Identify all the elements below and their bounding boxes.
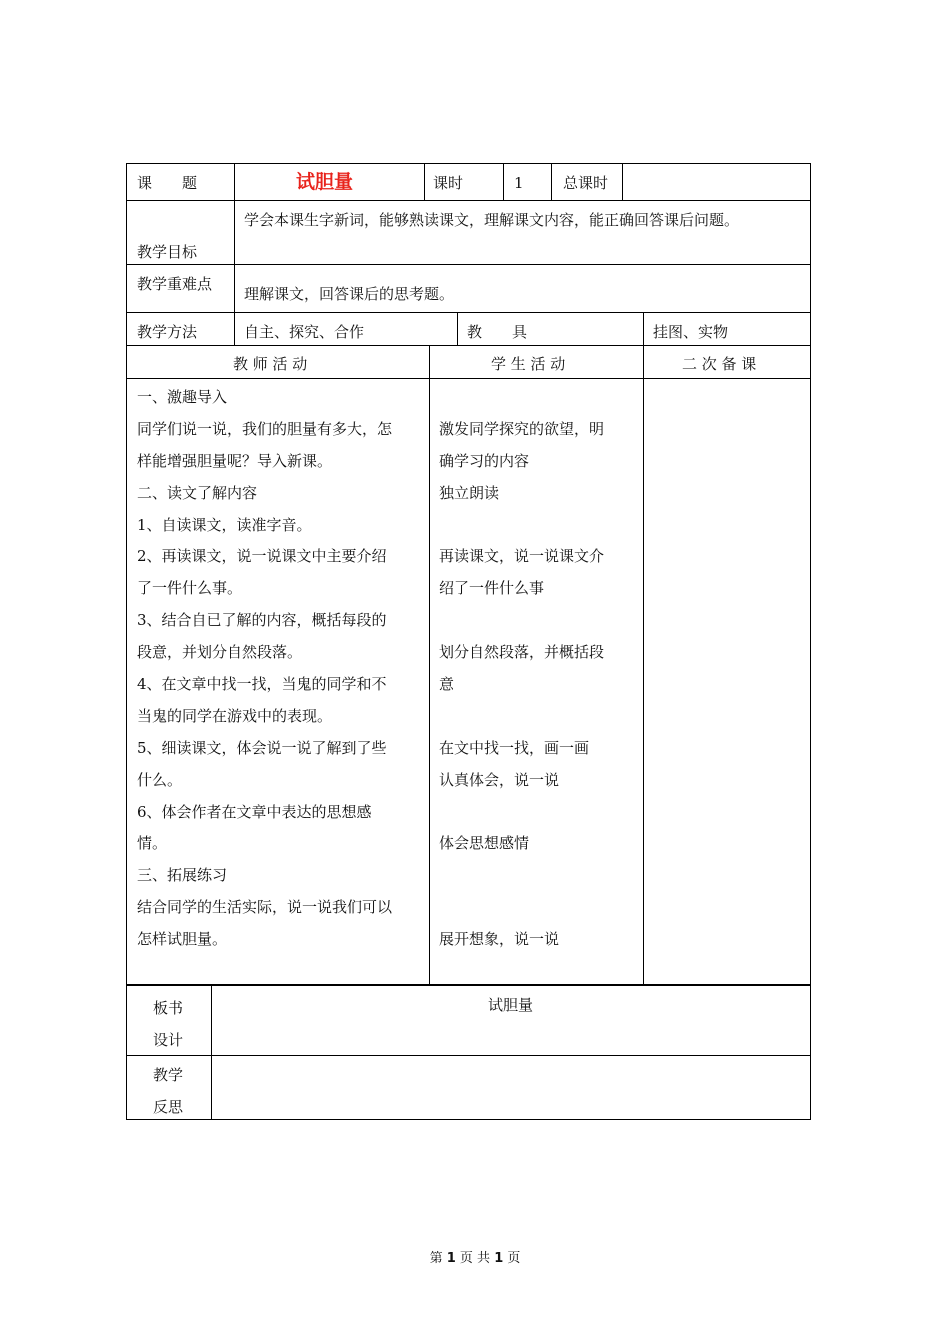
method-label: 教学方法 <box>137 323 198 341</box>
teacher-line: 1、自读课文，读准字音。 <box>137 515 312 534</box>
teacher-activity-header: 教 师 活 动 <box>233 355 308 373</box>
reflection-label-line2: 反思 <box>153 1098 184 1116</box>
divider <box>429 345 430 985</box>
teacher-line: 一、激趣导入 <box>137 388 228 406</box>
teacher-line: 4、在文章中找一找，当鬼的同学和不 <box>137 675 387 694</box>
divider <box>643 312 644 346</box>
divider <box>234 163 235 201</box>
tools-label: 教 具 <box>467 323 528 341</box>
board-label-line1: 板书 <box>153 999 184 1017</box>
student-line: 绍了一件什么事 <box>439 579 545 598</box>
reflection-label-line1: 教学 <box>153 1066 184 1084</box>
total-period-label: 总课时 <box>563 174 609 192</box>
divider <box>126 200 811 201</box>
board-reflection-table <box>126 985 811 1120</box>
divider <box>126 264 811 265</box>
student-line <box>439 797 604 829</box>
divider <box>457 312 458 346</box>
student-line <box>439 382 604 414</box>
student-line <box>439 605 604 637</box>
student-line <box>439 510 604 542</box>
teacher-line: 三、拓展练习 <box>137 866 228 885</box>
footer-text: 页 <box>503 1251 521 1266</box>
teacher-line: 结合同学的生活实际，说一说我们可以 <box>137 898 393 917</box>
period-value: 1 <box>514 174 524 192</box>
teacher-line: 段意，并划分自然段落。 <box>137 643 303 662</box>
divider <box>234 200 235 312</box>
board-label-line2: 设计 <box>153 1031 184 1049</box>
divider <box>551 163 552 201</box>
teacher-line: 怎样试胆量。 <box>137 930 228 949</box>
current-page-number: 1 <box>446 1251 456 1266</box>
topic-label: 课 题 <box>137 174 198 192</box>
student-line: 划分自然段落，并概括段 <box>439 643 605 662</box>
total-pages-number: 1 <box>494 1251 504 1266</box>
student-line: 在文中找一找，画一画 <box>439 738 590 757</box>
student-activity-column <box>439 382 604 956</box>
second-prep-header: 二 次 备 课 <box>682 355 757 373</box>
teacher-line: 了一件什么事。 <box>137 579 243 598</box>
student-line <box>439 701 604 733</box>
teacher-line: 3、结合自已了解的内容，概括每段的 <box>137 611 387 630</box>
teacher-line: 6、体会作者在文章中表达的思想感 <box>137 802 372 821</box>
teacher-line: 样能增强胆量呢？导入新课。 <box>137 451 333 470</box>
teacher-line: 5、细读课文，体会说一说了解到了些 <box>137 738 387 757</box>
key-points-text: 理解课文，回答课后的思考题。 <box>244 285 455 303</box>
teacher-line: 当鬼的同学在游戏中的表现。 <box>137 706 333 725</box>
goal-text: 学会本课生字新词，能够熟读课文，理解课文内容，能正确回答课后问题。 <box>244 211 740 229</box>
divider <box>211 985 212 1120</box>
student-activity-header: 学 生 活 动 <box>491 355 566 373</box>
method-text: 自主、探究、合作 <box>244 323 365 341</box>
period-label: 课时 <box>433 174 464 192</box>
goal-label: 教学目标 <box>137 243 198 261</box>
teacher-line: 什么。 <box>137 770 183 789</box>
teacher-line: 情。 <box>137 834 168 853</box>
footer-text: 页 共 <box>455 1251 495 1266</box>
footer-text: 第 <box>429 1251 447 1266</box>
student-line: 确学习的内容 <box>439 451 530 470</box>
student-line: 激发同学探究的欲望，明 <box>439 419 605 438</box>
divider <box>503 163 504 201</box>
student-line <box>439 892 604 924</box>
teacher-line: 2、再读课文，说一说课文中主要介绍 <box>137 547 387 566</box>
teacher-line: 二、读文了解内容 <box>137 483 258 502</box>
teacher-activity-column <box>137 382 392 956</box>
divider <box>126 312 811 313</box>
divider <box>126 1055 811 1056</box>
divider <box>622 163 623 201</box>
divider <box>643 345 644 985</box>
tools-text: 挂图、实物 <box>653 323 729 341</box>
key-points-label: 教学重难点 <box>137 275 213 293</box>
divider <box>234 312 235 346</box>
student-line: 展开想象，说一说 <box>439 930 560 949</box>
teacher-line: 同学们说一说，我们的胆量有多大，怎 <box>137 419 393 438</box>
lesson-title: 试胆量 <box>296 171 354 193</box>
student-line: 体会思想感情 <box>439 834 530 853</box>
student-line: 再读课文，说一说课文介 <box>439 547 605 566</box>
student-line: 意 <box>439 675 455 694</box>
divider <box>424 163 425 201</box>
page-footer <box>0 1247 950 1266</box>
board-content: 试胆量 <box>488 996 534 1014</box>
student-line: 独立朗读 <box>439 483 500 502</box>
student-line <box>439 860 604 892</box>
student-line: 认真体会，说一说 <box>439 770 560 789</box>
